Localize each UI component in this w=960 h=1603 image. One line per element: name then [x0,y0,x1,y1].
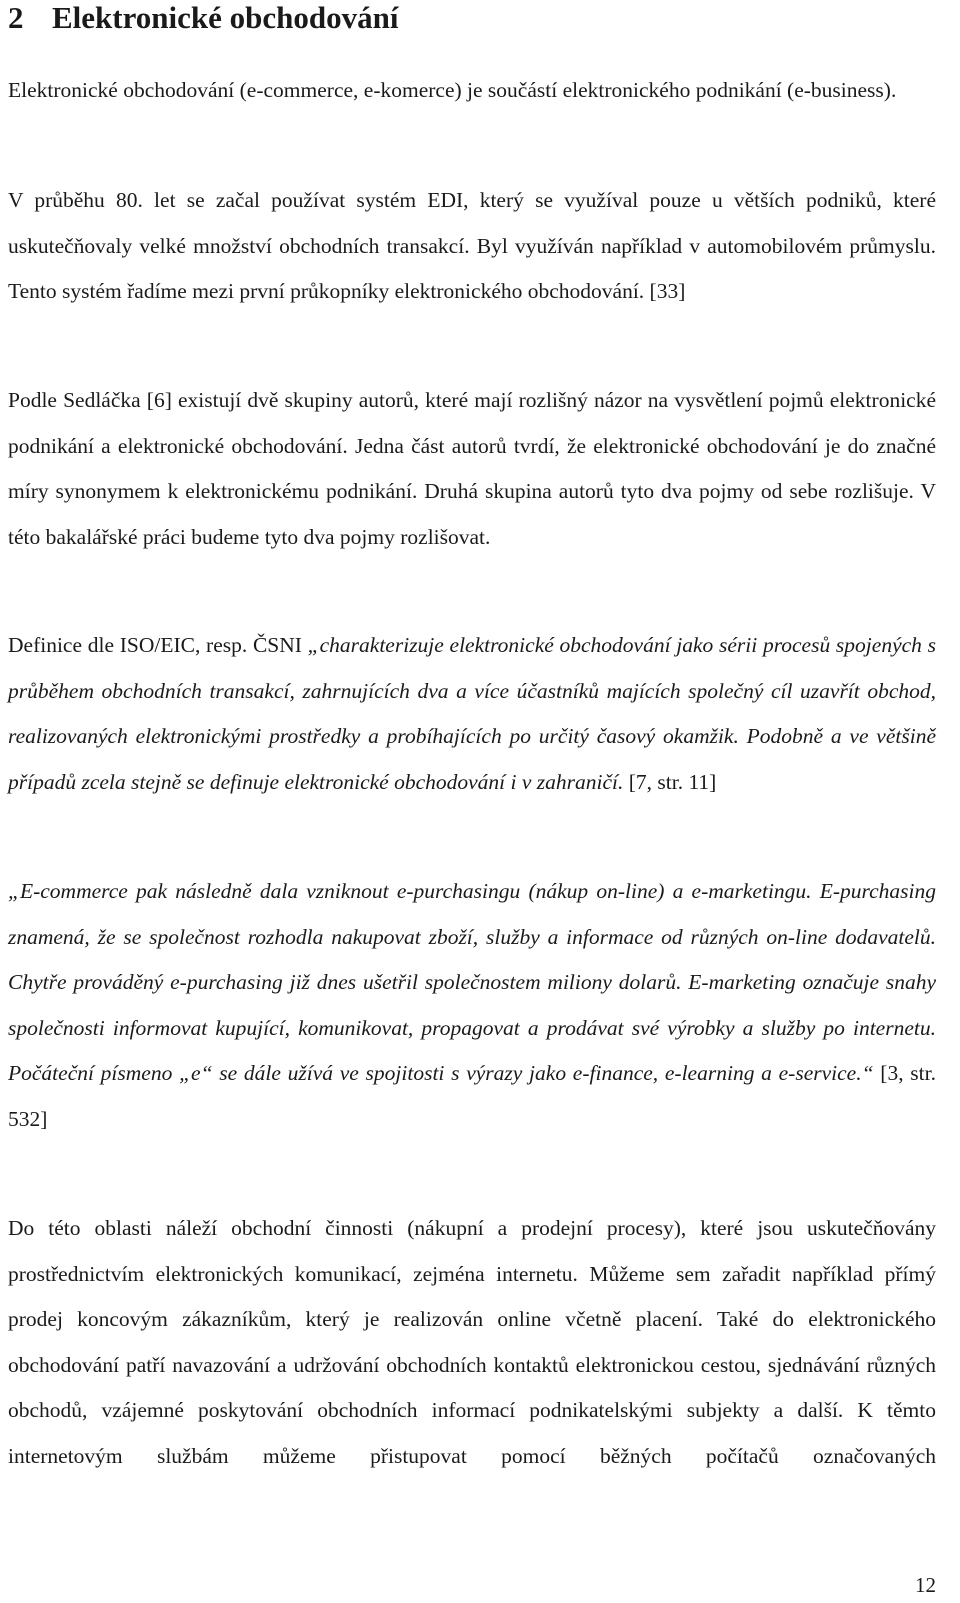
paragraph-edi-history: V průběhu 80. let se začal používat systém EDI, který se využíval pouze u větších podniků, které uskutečňovaly velké množství obchodních transakcí. Byl využíván například v automobilovém průmyslu. Tento systém řadíme mezi první průkopníky elektronického obchodování. [33] [8,188,936,304]
ecommerce-citation: [3, str. 532] [8,1061,936,1131]
definition-prefix: Definice dle ISO/EIC, resp. ČSNI [8,633,308,657]
ecommerce-quote: „E-commerce pak následně dala vzniknout e-purchasingu (nákup on-line) a e-marketingu. E-purchasing znamená, že se společnost rozhodla nakupovat zboží, služby a informace od různých on-line dodavatelů. Chytře prováděný e-purchasing již dnes ušetřil společnostem miliony dolarů. E-marketing označuje snahy společnosti informovat kupující, komunikovat, propagovat a prodávat své výrobky a služby po internetu. Počáteční písmeno „e“ se dále užívá ve spojitosti s výrazy jako e-finance, e-learning a e-service.“ [8,879,936,1086]
definition-citation: [7, str. 11] [623,769,717,794]
definition-quote: „charakterizuje elektronické obchodování jako sérii procesů spojených s průběhem obchodních transakcí, zahrnujících dva a více účastníků majících společný cíl uzavřít obchod, realizovaných elektronickými prostředky a probíhajících po určitý časový okamžik. Podobně a ve většině případů zcela stejně se definuje elektronické obchodování i v zahraničí. [8,633,936,794]
paragraph-sedlacek: Podle Sedláčka [6] existují dvě skupiny autorů, které mají rozlišný názor na vysvětlení pojmů elektronické podnikání a elektronické obchodování. Jedna část autorů tvrdí, že elektronické obchodování je do značné míry synonymem k elektronickému podnikání. Druhá skupina autorů tyto dva pojmy od sebe rozlišuje. V této bakalářské práci budeme tyto dva pojmy rozlišovat. [8,388,936,549]
chapter-heading [8,0,399,36]
paragraph-activities: Do této oblasti náleží obchodní činnosti (nákupní a prodejní procesy), které jsou uskutečňovány prostřednictvím elektronických komunikací, zejména internetu. Můžeme sem zařadit například přímý prodej koncovým zákazníkům, který je realizován online včetně placení. Také do elektronického obchodování patří navazování a udržování obchodních kontaktů elektronickou cestou, sjednávání různých obchodů, vzájemné poskytování obchodních informací podnikatelskými subjekty a další. K těmto internetovým službám můžeme přistupovat pomocí běžných počítačů označovaných [8,1216,936,1468]
paragraph-ecommerce-quote [8,869,936,1143]
chapter-title: Elektronické obchodování [52,0,399,35]
page-number: 12 [915,1573,936,1597]
paragraph-intro: Elektronické obchodování (e-commerce, e-komerce) je součástí elektronického podnikání (e-business). [8,78,897,102]
chapter-number: 2 [8,0,24,35]
paragraph-iso-definition [8,623,936,805]
